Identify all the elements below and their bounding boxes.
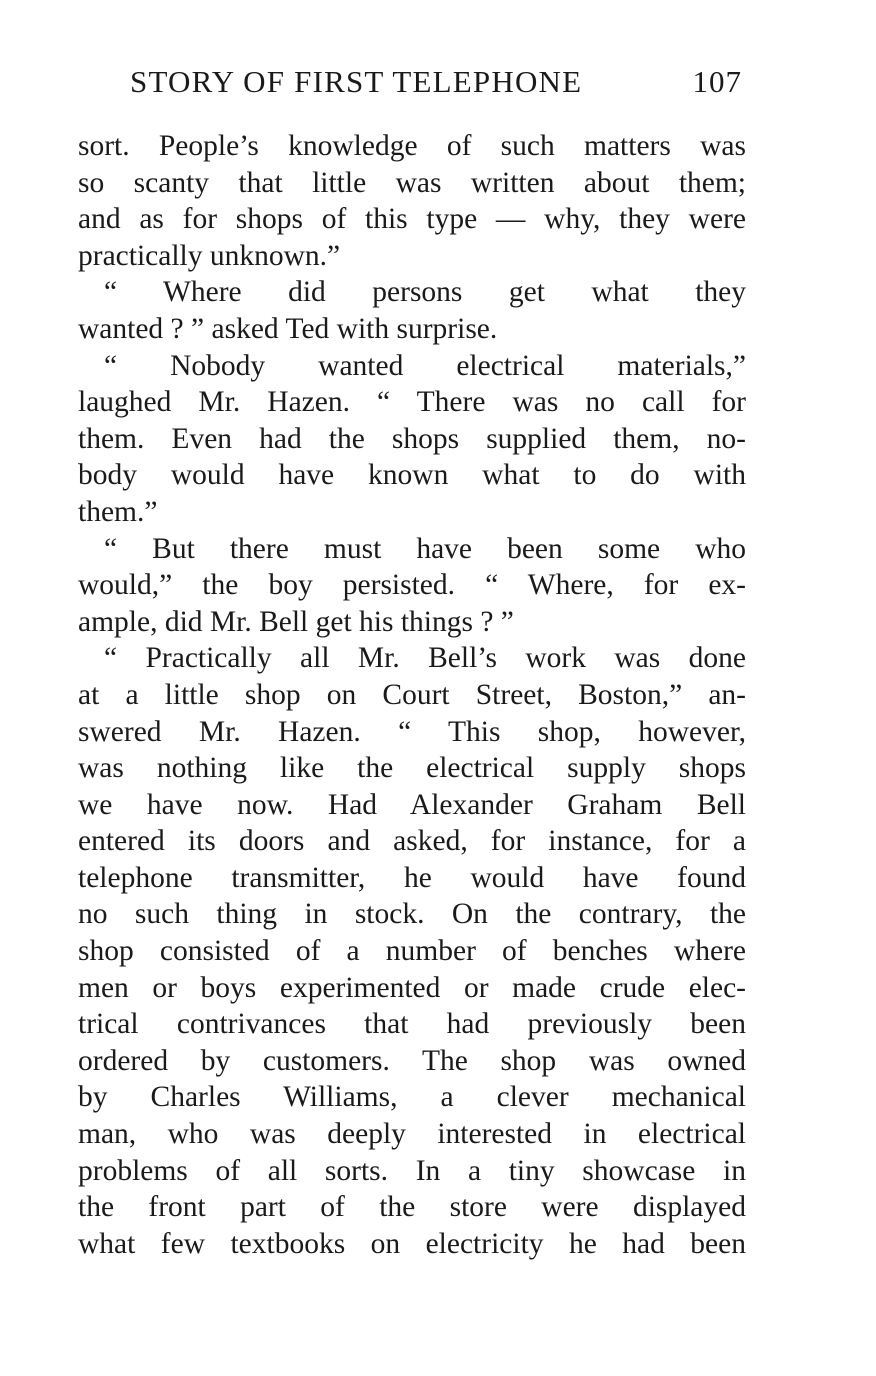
text-line: “ Practically all Mr. Bell’s work was done bbox=[104, 642, 746, 675]
text-line: “ Nobody wanted electrical materials,” bbox=[104, 349, 746, 382]
text-line: body would have known what to do with bbox=[78, 459, 746, 492]
text-line: man, who was deeply interested in electrical bbox=[78, 1118, 746, 1151]
text-line: the front part of the store were displayed bbox=[78, 1191, 746, 1224]
text-line: them. Even had the shops supplied them, no- bbox=[78, 422, 746, 455]
text-line: telephone transmitter, he would have found bbox=[78, 861, 746, 894]
text-line: sort. People’s knowledge of such matters was bbox=[78, 130, 746, 162]
text-line: and as for shops of this type — why, they were bbox=[78, 203, 746, 236]
body-text bbox=[78, 128, 746, 1262]
text-line: “ But there must have been some who bbox=[104, 532, 746, 565]
running-head bbox=[130, 62, 742, 102]
text-line: so scanty that little was written about them; bbox=[78, 166, 746, 199]
text-line: problems of all sorts. In a tiny showcase in bbox=[78, 1154, 746, 1187]
text-line: would,” the boy persisted. “ Where, for ex- bbox=[78, 569, 746, 602]
text-line: by Charles Williams, a clever mechanical bbox=[78, 1081, 746, 1114]
text-line: laughed Mr. Hazen. “ There was no call for bbox=[78, 386, 746, 419]
text-line: trical contrivances that had previously been bbox=[78, 1008, 746, 1041]
text-line: at a little shop on Court Street, Boston,” an- bbox=[78, 678, 746, 711]
text-line: ample, did Mr. Bell get his things ? ” bbox=[78, 605, 514, 638]
text-line: what few textbooks on electricity he had been bbox=[78, 1227, 746, 1260]
text-line: no such thing in stock. On the contrary, the bbox=[78, 898, 746, 931]
text-line: practically unknown.” bbox=[78, 239, 341, 272]
text-line: entered its doors and asked, for instance, for a bbox=[78, 825, 746, 858]
text-line: men or boys experimented or made crude elec- bbox=[78, 971, 746, 1004]
text-line: wanted ? ” asked Ted with surprise. bbox=[78, 312, 498, 345]
text-line: was nothing like the electrical supply shops bbox=[78, 752, 746, 785]
page-number: 107 bbox=[692, 64, 742, 99]
text-line: them.” bbox=[78, 495, 158, 528]
text-line: we have now. Had Alexander Graham Bell bbox=[78, 788, 746, 821]
text-line: ordered by customers. The shop was owned bbox=[78, 1044, 746, 1077]
text-line: swered Mr. Hazen. “ This shop, however, bbox=[78, 715, 746, 748]
text-line: “ Where did persons get what they bbox=[104, 276, 746, 309]
text-line: shop consisted of a number of benches where bbox=[78, 935, 746, 968]
running-title: STORY OF FIRST TELEPHONE bbox=[130, 64, 583, 99]
